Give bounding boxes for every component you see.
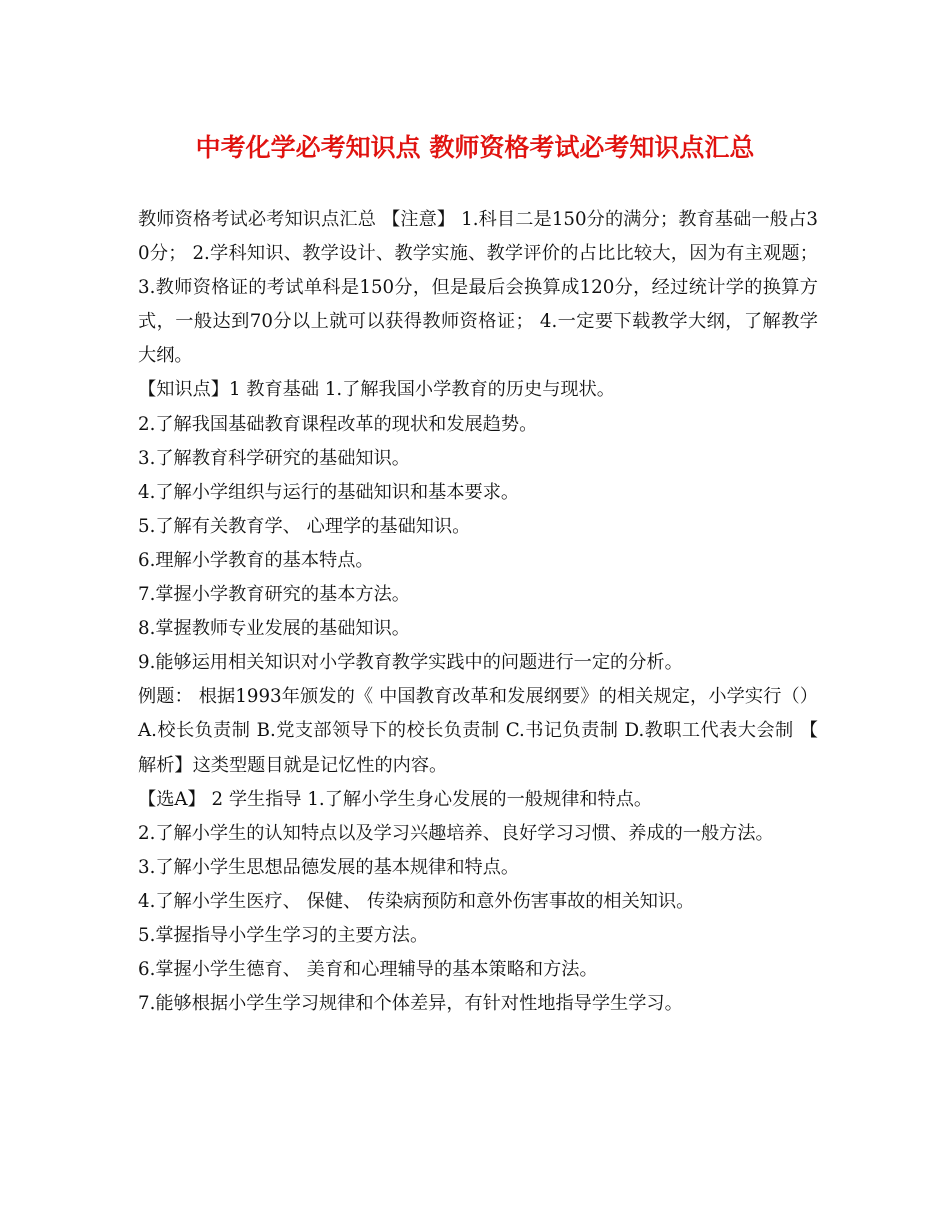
- list-item: 6.掌握小学生德育、 美育和心理辅导的基本策略和方法。: [138, 959, 598, 981]
- list-item: 5.掌握指导小学生学习的主要方法。: [138, 924, 429, 946]
- list-item: 4.了解小学生医疗、 保健、 传染病预防和意外伤害事故的相关知识。: [138, 890, 695, 912]
- list-item: 4.了解小学组织与运行的基础知识和基本要求。: [138, 481, 520, 503]
- list-item: 5.了解有关教育学、 心理学的基础知识。: [138, 515, 471, 537]
- knowledge-point-1-heading: 【知识点】1 教育基础 1.了解我国小学教育的历史与现状。: [138, 379, 615, 401]
- list-item: 8.掌握教师专业发展的基础知识。: [138, 618, 410, 640]
- list-item: 3.了解教育科学研究的基础知识。: [138, 447, 410, 469]
- list-item: 7.能够根据小学生学习规律和个体差异，有针对性地指导学生学习。: [138, 993, 683, 1015]
- intro-paragraph: 教师资格考试必考知识点汇总 【注意】 1.科目二是150分的满分；教育基础一般占30分； 2.学科知识、教学设计、教学实施、教学评价的占比比较大，因为有主观题； 3.教师资格证的考试单科是150分，但是最后会换算成120分，经过统计学的换算方式，一般达到70分以上就可以获得教师资格证； 4.一定要下载教学大纲，了解教学大纲。: [138, 209, 818, 367]
- list-item: 3.了解小学生思想品德发展的基本规律和特点。: [138, 856, 520, 878]
- list-item: 7.掌握小学教育研究的基本方法。: [138, 584, 410, 606]
- answer-and-section-2-heading: 【选A】 2 学生指导 1.了解小学生身心发展的一般规律和特点。: [138, 788, 653, 810]
- list-item: 6.理解小学教育的基本特点。: [138, 549, 374, 571]
- document-body: [138, 203, 818, 1021]
- list-item: 9.能够运用相关知识对小学教育教学实践中的问题进行一定的分析。: [138, 652, 683, 674]
- list-item: 2.了解我国基础教育课程改革的现状和发展趋势。: [138, 413, 538, 435]
- example-question: 例题： 根据1993年颁发的《 中国教育改革和发展纲要》的相关规定，小学实行（） A.校长负责制 B.党支部领导下的校长负责制 C.书记负责制 D.教职工代表大会制 【解析】这类型题目就是记忆性的内容。: [138, 686, 818, 776]
- document-title: 中考化学必考知识点 教师资格考试必考知识点汇总: [195, 133, 755, 162]
- list-item: 2.了解小学生的认知特点以及学习兴趣培养、良好学习习惯、养成的一般方法。: [138, 822, 774, 844]
